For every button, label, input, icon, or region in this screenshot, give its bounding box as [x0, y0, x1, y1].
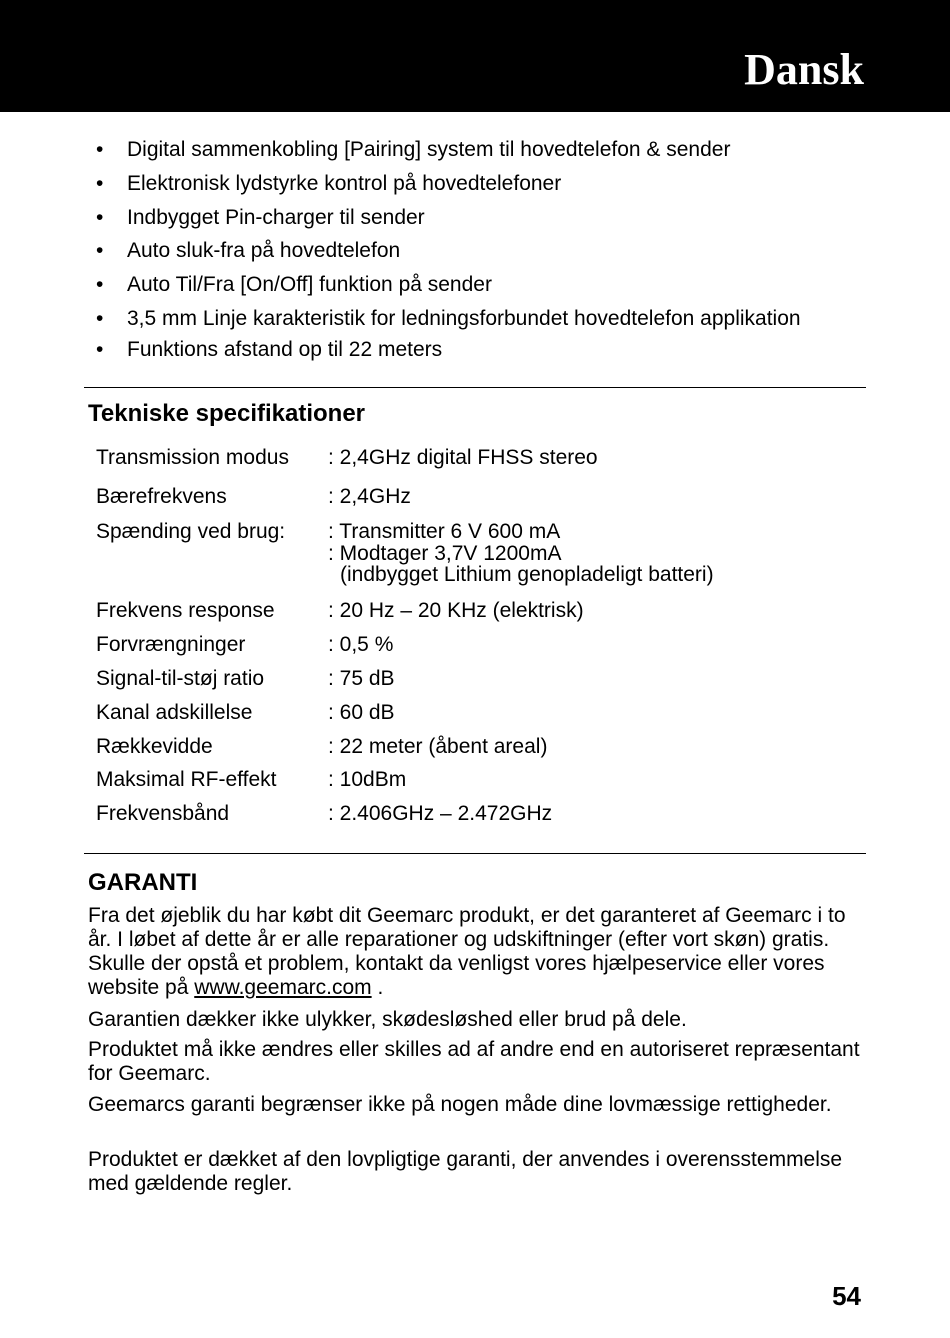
warranty-text-end: . — [371, 976, 384, 999]
spec-label: Bærefrekvens — [96, 485, 227, 508]
bullet-icon: • — [96, 172, 104, 195]
spec-label: Spænding ved brug: — [96, 520, 286, 543]
feature-text: 3,5 mm Linje karakteristik for ledningsforbundet hovedtelefon applikation — [127, 307, 801, 330]
page-number: 54 — [832, 1281, 861, 1311]
header-bar — [0, 0, 950, 112]
bullet-icon: • — [96, 338, 104, 361]
spec-value: : 22 meter (åbent areal) — [328, 735, 548, 758]
spec-value: : 2,4GHz — [328, 485, 411, 508]
list-item — [96, 273, 876, 297]
spec-label: Maksimal RF-effekt — [96, 768, 277, 791]
spec-label: Signal-til-støj ratio — [96, 667, 265, 690]
spec-label: Frekvensbånd — [96, 802, 230, 825]
feature-list — [96, 136, 876, 362]
feature-text: Funktions afstand op til 22 meters — [127, 338, 443, 361]
feature-text: Indbygget Pin-charger til sender — [127, 206, 425, 229]
bullet-icon: • — [96, 239, 104, 262]
bullet-icon: • — [96, 307, 104, 330]
spec-label: Rækkevidde — [96, 735, 213, 758]
spec-value: : Transmitter 6 V 600 mA — [328, 520, 561, 543]
feature-text: Elektronisk lydstyrke kontrol på hovedtelefoner — [127, 172, 562, 195]
warranty-text: Fra det øjeblik du har købt dit Geemarc produkt, er det garanteret af Geemarc i to år. I løbet af dette år er alle reparationer og udskiftninger (efter vort skøn) gratis. Skulle der opstå et problem, kontakt da venligst vores hjælpeservice eller vores website på — [88, 904, 846, 999]
feature-text: Digital sammenkobling [Pairing] system til hovedtelefon & sender — [127, 138, 731, 161]
warranty-paragraph: Geemarcs garanti begrænser ikke på nogen måde dine lovmæssige rettigheder. — [88, 1093, 832, 1116]
specs-heading: Tekniske specifikationer — [88, 400, 366, 427]
page-title: Dansk — [744, 45, 864, 94]
spec-value: : 20 Hz – 20 KHz (elektrisk) — [328, 599, 584, 622]
list-item — [96, 239, 876, 263]
spec-value: : Modtager 3,7V 1200mA — [328, 542, 562, 565]
list-item — [96, 138, 876, 162]
section-divider — [84, 853, 866, 854]
spec-value: : 2,4GHz digital FHSS stereo — [328, 446, 598, 469]
feature-text: Auto Til/Fra [On/Off] funktion på sender — [127, 273, 492, 296]
spec-value: : 2.406GHz – 2.472GHz — [328, 802, 553, 825]
spec-value: : 10dBm — [328, 768, 407, 791]
spec-label: Forvrængninger — [96, 633, 246, 656]
list-item — [96, 307, 876, 331]
warranty-paragraph — [88, 904, 868, 1000]
bullet-icon: • — [96, 273, 104, 296]
warranty-paragraph: Garantien dækker ikke ulykker, skødesløshed eller brud på dele. — [88, 1008, 687, 1031]
spec-label: Kanal adskillelse — [96, 701, 253, 724]
spec-value: (indbygget Lithium genopladeligt batteri) — [340, 563, 714, 586]
warranty-heading: GARANTI — [88, 869, 198, 896]
spec-value: : 60 dB — [328, 701, 395, 724]
spec-label: Transmission modus — [96, 446, 289, 469]
bullet-icon: • — [96, 206, 104, 229]
spec-label: Frekvens response — [96, 599, 275, 622]
warranty-paragraph: Produktet er dækket af den lovpligtige garanti, der anvendes i overensstemmelse med gældende regler. — [88, 1148, 843, 1195]
spec-value: : 0,5 % — [328, 633, 394, 656]
feature-text: Auto sluk-fra på hovedtelefon — [127, 239, 401, 262]
list-item — [96, 172, 876, 196]
warranty-paragraph: Produktet må ikke ændres eller skilles ad af andre end en autoriseret repræsentant for Geemarc. — [88, 1038, 860, 1085]
list-item — [96, 206, 876, 230]
section-divider — [84, 387, 866, 388]
bullet-icon: • — [96, 138, 104, 161]
list-item — [96, 338, 876, 362]
website-link[interactable]: www.geemarc.com — [194, 976, 372, 999]
spec-value: : 75 dB — [328, 667, 395, 690]
